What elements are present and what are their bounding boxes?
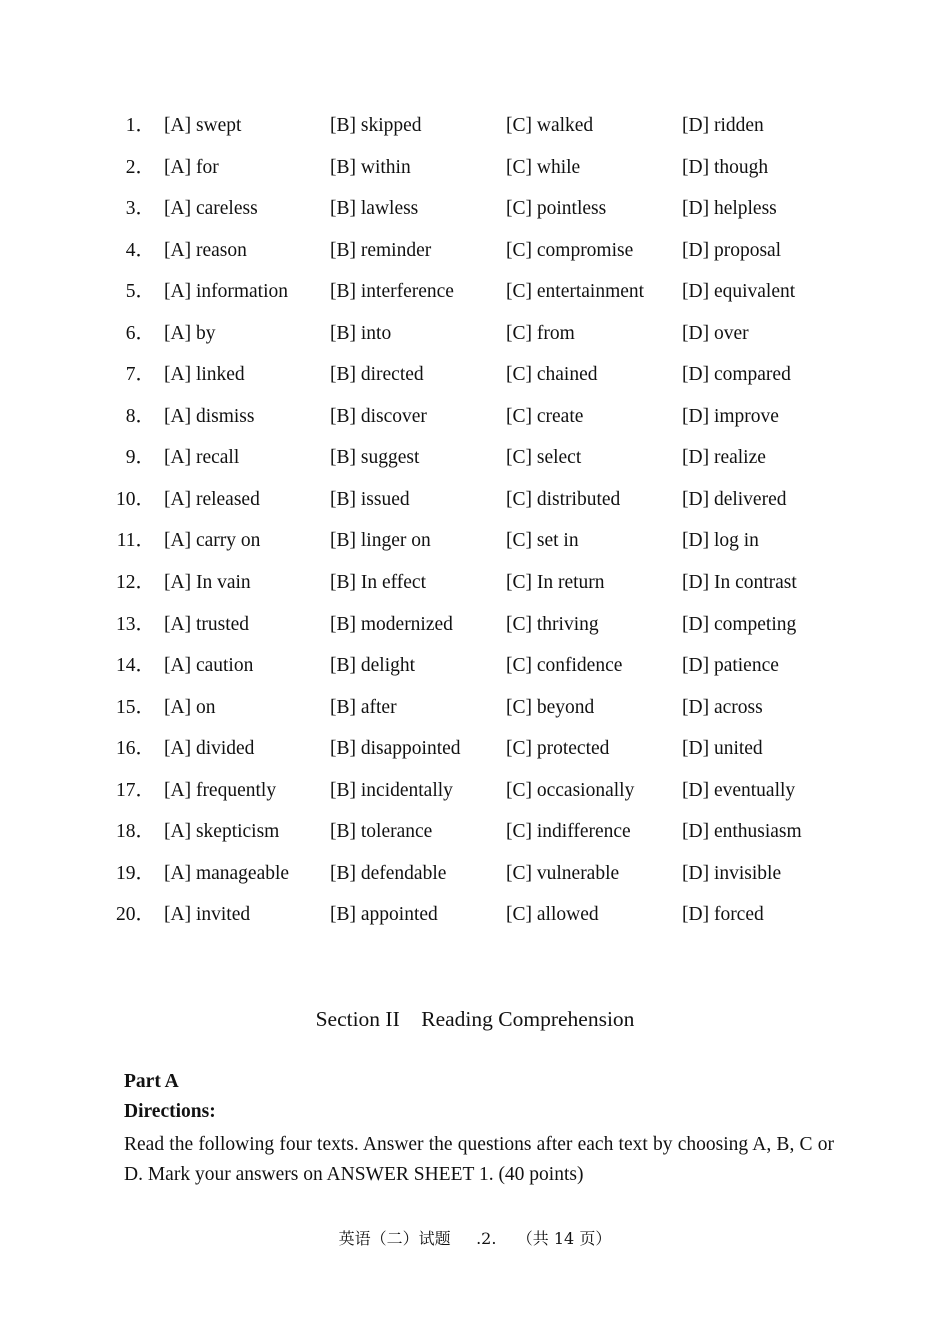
option-d: [D] eventually — [682, 779, 796, 801]
question-row — [0, 440, 950, 482]
option-d: [D] enthusiasm — [682, 821, 802, 843]
option-d: [D] realize — [682, 447, 766, 469]
option-b: [B] discover — [330, 405, 427, 427]
question-number: 19． — [115, 862, 155, 884]
question-row — [0, 233, 950, 275]
question-number: 3． — [125, 198, 155, 220]
option-a: [A] caution — [164, 655, 254, 677]
question-row — [0, 565, 950, 607]
option-c: [C] In return — [506, 572, 605, 594]
option-c: [C] set in — [506, 530, 579, 552]
option-d: [D] improve — [682, 405, 779, 427]
option-a: [A] trusted — [164, 613, 250, 635]
option-d: [D] compared — [682, 364, 791, 386]
option-c: [C] allowed — [506, 904, 599, 926]
option-a: [A] reason — [164, 239, 247, 261]
option-d: [D] helpless — [682, 198, 777, 220]
question-number: 13． — [115, 613, 155, 635]
question-row — [0, 357, 950, 399]
question-number: 11． — [116, 530, 155, 552]
option-a: [A] on — [164, 696, 216, 718]
option-a: [A] manageable — [164, 862, 290, 884]
option-a: [A] In vain — [164, 572, 251, 594]
question-number: 8． — [125, 405, 155, 427]
question-row — [0, 150, 950, 192]
option-a: [A] by — [164, 322, 216, 344]
option-d: [D] forced — [682, 904, 764, 926]
option-b: [B] disappointed — [330, 738, 461, 760]
option-c: [C] confidence — [506, 655, 623, 677]
option-b: [B] interference — [330, 281, 454, 303]
option-c: [C] walked — [506, 115, 594, 136]
section-title: Section II Reading Comprehension — [315, 1007, 635, 1031]
option-a: [A] divided — [164, 738, 255, 760]
option-b: [B] into — [330, 322, 392, 344]
option-b: [B] appointed — [330, 904, 438, 926]
option-d: [D] proposal — [682, 239, 782, 261]
question-row — [0, 773, 950, 815]
question-row — [0, 482, 950, 524]
question-number: 17． — [115, 779, 155, 801]
option-b: [B] defendable — [330, 862, 447, 884]
option-a: [A] recall — [164, 447, 240, 469]
question-number: 14． — [115, 655, 155, 677]
question-number: 4． — [125, 239, 155, 261]
question-row — [0, 731, 950, 773]
option-b: [B] directed — [330, 364, 424, 386]
option-a: [A] careless — [164, 198, 258, 220]
question-row — [0, 814, 950, 856]
option-c: [C] entertainment — [506, 281, 645, 303]
option-c: [C] create — [506, 405, 584, 427]
question-row — [0, 690, 950, 732]
option-b: [B] In effect — [330, 572, 427, 594]
option-a: [A] for — [164, 156, 219, 178]
question-row — [0, 108, 950, 150]
option-c: [C] from — [506, 322, 575, 344]
page-footer: 英语（二）试题 .2. （共 14 页） — [338, 1229, 612, 1248]
option-d: [D] patience — [682, 655, 779, 677]
question-number: 1． — [125, 115, 155, 136]
option-b: [B] suggest — [330, 447, 420, 469]
question-number: 16． — [115, 738, 155, 760]
option-a: [A] carry on — [164, 530, 261, 552]
option-b: [B] after — [330, 696, 397, 718]
question-row — [0, 523, 950, 565]
option-c: [C] occasionally — [506, 779, 635, 801]
option-b: [B] linger on — [330, 530, 431, 552]
option-b: [B] reminder — [330, 239, 432, 261]
option-d: [D] across — [682, 696, 763, 718]
question-row — [0, 856, 950, 898]
question-row — [0, 274, 950, 316]
option-a: [A] information — [164, 281, 289, 303]
option-a: [A] frequently — [164, 779, 277, 801]
option-b: [B] lawless — [330, 198, 419, 220]
option-b: [B] incidentally — [330, 779, 453, 801]
question-number: 10． — [115, 488, 155, 510]
question-row — [0, 191, 950, 233]
option-a: [A] invited — [164, 904, 251, 926]
option-d: [D] though — [682, 156, 769, 178]
option-d: [D] over — [682, 322, 749, 344]
part-label: Part A — [124, 1071, 179, 1092]
option-c: [C] distributed — [506, 488, 621, 510]
option-c: [C] select — [506, 447, 582, 469]
option-b: [B] delight — [330, 655, 416, 677]
directions-label: Directions: — [124, 1101, 216, 1122]
option-a: [A] released — [164, 488, 260, 510]
option-d: [D] ridden — [682, 115, 764, 136]
option-d: [D] log in — [682, 530, 759, 552]
option-c: [C] compromise — [506, 239, 634, 261]
question-row — [0, 648, 950, 690]
option-a: [A] skepticism — [164, 821, 280, 843]
option-b: [B] skipped — [330, 115, 422, 136]
option-a: [A] swept — [164, 115, 242, 136]
option-d: [D] equivalent — [682, 281, 796, 303]
option-c: [C] vulnerable — [506, 862, 620, 884]
question-number: 18． — [115, 821, 155, 843]
option-c: [C] indifference — [506, 821, 631, 843]
option-d: [D] In contrast — [682, 572, 797, 594]
option-c: [C] chained — [506, 364, 598, 386]
question-row — [0, 316, 950, 358]
question-row — [0, 897, 950, 939]
question-number: 9． — [125, 447, 155, 469]
directions-text: Read the following four texts. Answer the questions after each text by choosing A, B, C or D. Mark your answers on ANSWER SHEET 1. (40 points) — [124, 1134, 834, 1185]
option-c: [C] pointless — [506, 198, 607, 220]
option-b: [B] tolerance — [330, 821, 433, 843]
question-list — [0, 108, 950, 939]
option-a: [A] dismiss — [164, 405, 255, 427]
question-number: 15． — [115, 696, 155, 718]
option-c: [C] thriving — [506, 613, 599, 635]
option-c: [C] protected — [506, 738, 610, 760]
option-c: [C] while — [506, 156, 581, 178]
option-c: [C] beyond — [506, 696, 595, 718]
question-number: 7． — [125, 364, 155, 386]
option-d: [D] united — [682, 738, 763, 760]
question-number: 20． — [115, 904, 155, 926]
option-d: [D] invisible — [682, 862, 782, 884]
question-number: 2． — [125, 156, 155, 178]
question-number: 6． — [125, 322, 155, 344]
option-b: [B] issued — [330, 488, 410, 510]
question-row — [0, 607, 950, 649]
option-b: [B] within — [330, 156, 411, 178]
question-number: 12． — [115, 572, 155, 594]
option-a: [A] linked — [164, 364, 245, 386]
option-d: [D] competing — [682, 613, 797, 635]
question-number: 5． — [125, 281, 155, 303]
option-b: [B] modernized — [330, 613, 453, 635]
question-row — [0, 399, 950, 441]
option-d: [D] delivered — [682, 488, 787, 510]
